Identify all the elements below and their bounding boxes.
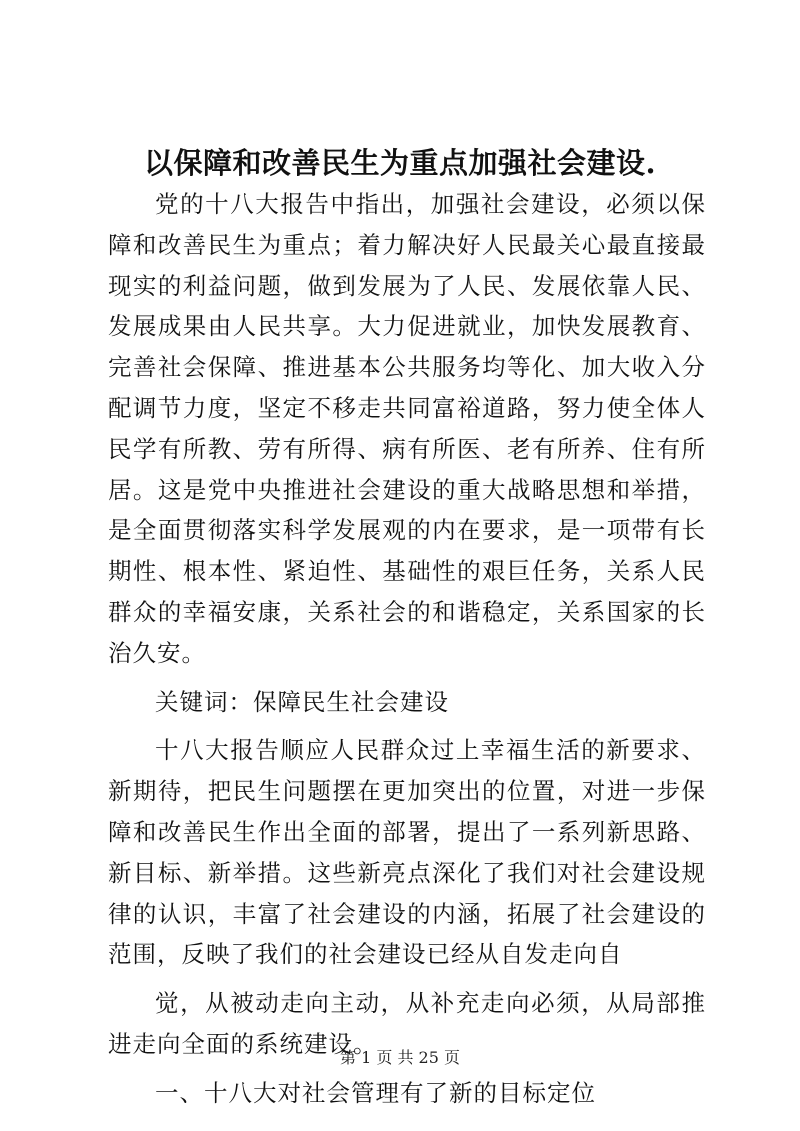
keywords-line: 关键词：保障民生社会建设 — [155, 687, 449, 716]
intro-paragraph: 党的十八大报告中指出，加强社会建设，必须以保障和改善民生为重点；着力解决好人民最关心最直接最现实的利益问题，做到发展为了人民、发展依靠人民、发展成果由人民共享。大力促进就业，加快发展教育、完善社会保障、推进基本公共服务均等化、加大收入分配调节力度，坚定不移走共同富裕道路，努力使全体人民学有所教、劳有所得、病有所医、老有所养、住有所居。这是党中央推进社会建设的重大战略思想和举措，是全面贯彻落实科学发展观的内在要求，是一项带有长期性、根本性、紧迫性、基础性的艰巨任务，关系人民群众的幸福安康，关系社会的和谐稳定，关系国家的长治久安。 — [108, 190, 706, 667]
paragraph-three: 觉，从被动走向主动，从补充走向必须，从局部推进走向全面的系统建设。 — [108, 989, 706, 1058]
document-title: 以保障和改善民生为重点加强社会建设. — [143, 146, 657, 180]
page-footer: 第 1 页 共 25 页 — [340, 1048, 460, 1067]
paragraph-two: 十八大报告顺应人民群众过上幸福生活的新要求、新期待，把民生问题摆在更加突出的位置，对进一步保障和改善民生作出全面的部署，提出了一系列新思路、新目标、新举措。这些新亮点深化了我们对社会建设规律的认识，丰富了社会建设的内涵，拓展了社会建设的范围，反映了我们的社会建设已经从自发走向自 — [108, 736, 706, 969]
document-body — [108, 184, 706, 1122]
section-heading: 一、十八大对社会管理有了新的目标定位 — [155, 1078, 596, 1107]
